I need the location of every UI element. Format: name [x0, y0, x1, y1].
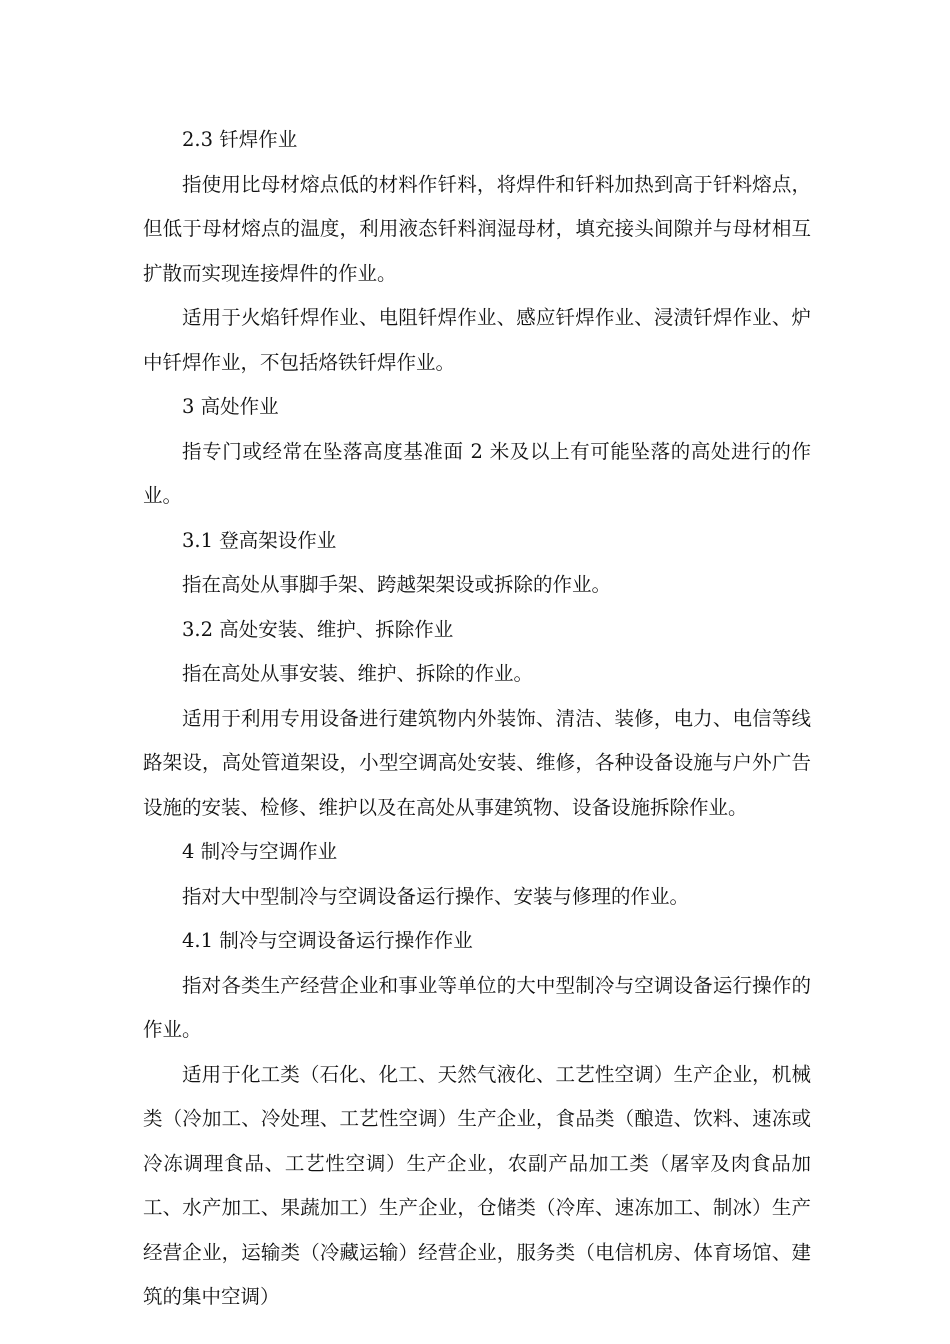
section-heading-3: 3 高处作业	[182, 395, 279, 418]
paragraph-brazing-scope: 适用于火焰钎焊作业、电阻钎焊作业、感应钎焊作业、浸渍钎焊作业、炉中钎焊作业，不包括烙铁钎焊作业。	[143, 306, 811, 374]
section-heading-3-1: 3.1 登高架设作业	[182, 528, 337, 552]
paragraph-operation-scope: 适用于化工类（石化、化工、天然气液化、工艺性空调）生产企业，机械类（冷加工、冷处理、工艺性空调）生产企业，食品类（酿造、饮料、速冻或冷冻调理食品、工艺性空调）生产企业，农副产品加工类（屠宰及肉食品加工、水产加工、果蔬加工）生产企业，仓储类（冷库、速冻加工、制冰）生产经营企业，运输类（冷藏运输）经营企业，服务类（电信机房、体育场馆、建筑的集中空调）	[143, 1062, 811, 1308]
paragraph-installation-scope: 适用于利用专用设备进行建筑物内外装饰、清洁、装修，电力、电信等线路架设，高处管道架设，小型空调高处安装、维修，各种设备设施与户外广告设施的安装、检修、维护以及在高处从事建筑物、设备设施拆除作业。	[143, 706, 811, 819]
section-heading-3-2: 3.2 高处安装、维护、拆除作业	[182, 617, 454, 641]
section-heading-2-3: 2.3 钎焊作业	[182, 128, 298, 151]
paragraph-brazing-definition: 指使用比母材熔点低的材料作钎料，将焊件和钎料加热到高于钎料熔点，但低于母材熔点的温度，利用液态钎料润湿母材，填充接头间隙并与母材相互扩散而实现连接焊件的作业。	[143, 172, 811, 285]
section-heading-4-1: 4.1 制冷与空调设备运行操作作业	[182, 929, 473, 952]
paragraph-installation-definition: 指在高处从事安装、维护、拆除的作业。	[182, 662, 534, 685]
paragraph-operation-definition: 指对各类生产经营企业和事业等单位的大中型制冷与空调设备运行操作的作业。	[143, 973, 811, 1041]
paragraph-height-work-definition: 指专门或经常在坠落高度基准面 2 米及以上有可能坠落的高处进行的作业。	[143, 439, 811, 507]
section-heading-4: 4 制冷与空调作业	[182, 840, 338, 863]
paragraph-scaffolding-definition: 指在高处从事脚手架、跨越架架设或拆除的作业。	[182, 573, 612, 596]
document-body	[143, 118, 811, 1320]
paragraph-refrigeration-definition: 指对大中型制冷与空调设备运行操作、安装与修理的作业。	[182, 884, 690, 908]
